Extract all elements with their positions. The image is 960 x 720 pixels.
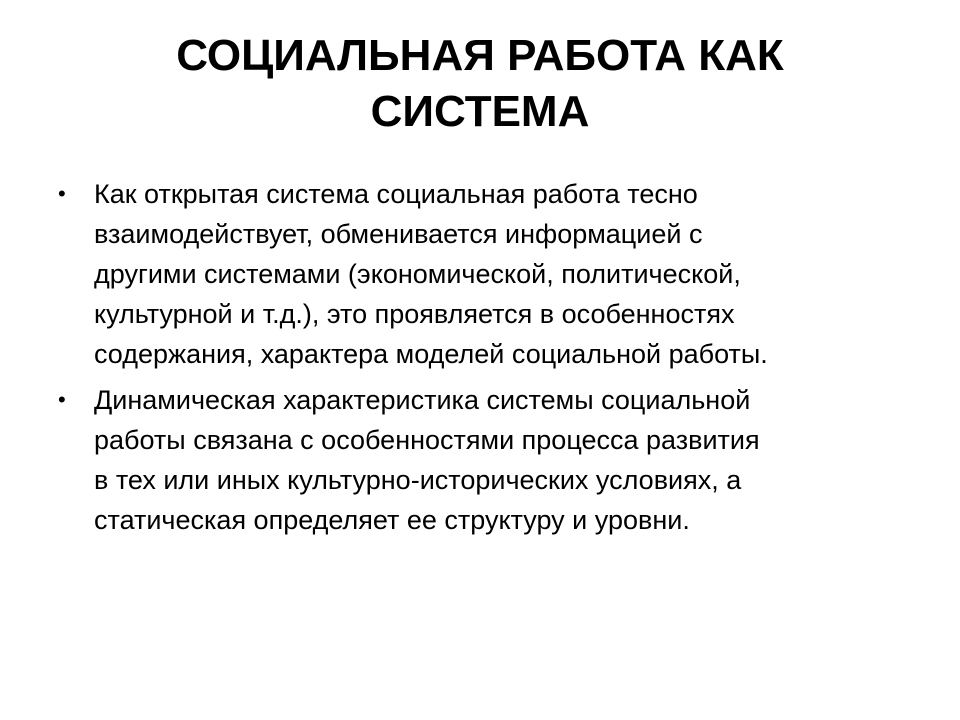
bullet-dot-icon: • (58, 387, 66, 412)
bullet-text-1-line-2: взаимодействует, обменивается информацией с (94, 219, 703, 249)
bullet-text-2-line-3: в тех или иных культурно-исторических условиях, а (94, 465, 742, 495)
bullet-text-2-line-2: работы связана с особенностями процесса развития (94, 425, 760, 455)
bullet-text-2-line-1: Динамическая характеристика системы социальной (94, 385, 751, 415)
bullet-text-1-line-5: содержания, характера моделей социальной работы. (94, 339, 768, 369)
slide-title (72, 28, 888, 140)
bullet-item-1 (58, 174, 908, 374)
slide-title-line-1: СОЦИАЛЬНАЯ РАБОТА КАК (176, 31, 784, 80)
bullet-dot-icon: • (58, 181, 66, 206)
bullet-text-1-line-3: другими системами (экономической, политической, (94, 259, 741, 289)
bullet-list (58, 174, 908, 546)
slide-title-line-2: СИСТЕМА (370, 87, 590, 136)
bullet-text-2-line-4: статическая определяет ее структуру и уровни. (94, 505, 690, 535)
bullet-item-2 (58, 380, 908, 540)
bullet-text-1-line-4: культурной и т.д.), это проявляется в особенностях (94, 299, 735, 329)
bullet-text-1-line-1: Как открытая система социальная работа тесно (94, 179, 698, 209)
